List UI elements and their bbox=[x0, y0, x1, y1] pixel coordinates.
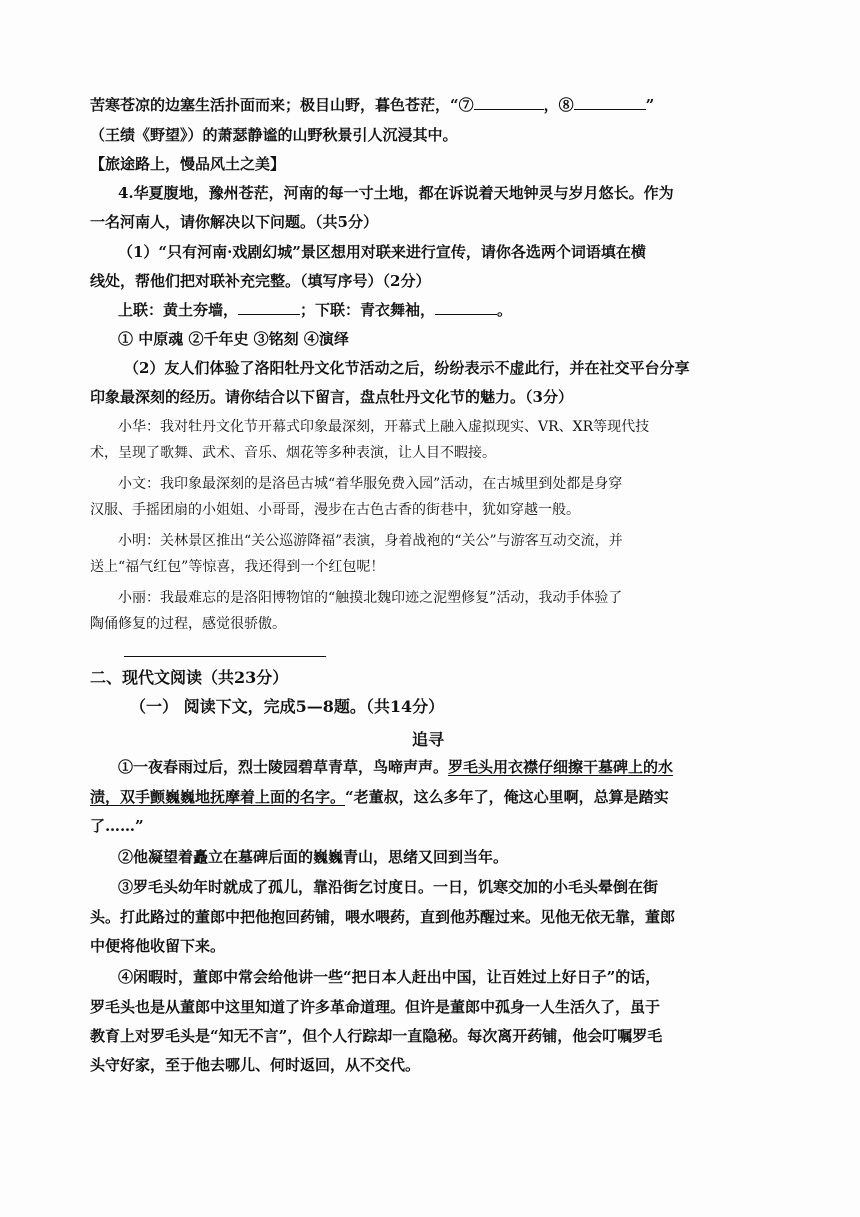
couplet-upper: 上联：黄土夯墙， bbox=[118, 301, 239, 319]
p4-line-4: 头守好家，至于他去哪儿、何时返回，从不交代。 bbox=[90, 1056, 421, 1074]
comment-xiaoli-2: 陶俑修复的过程，感觉很骄傲。 bbox=[90, 616, 286, 632]
p1-line-2-b: “老董叔，这么多年了，俺这心里啊，总算是踏实 bbox=[345, 788, 669, 806]
answer-blank-8[interactable] bbox=[574, 95, 646, 110]
poem-line-1 bbox=[90, 94, 654, 116]
p4-line-3: 教育上对罗毛头是“知无不言”，但个人行踪却一直隐秘。每次离开药铺，他会叮嘱罗毛 bbox=[90, 1027, 663, 1045]
word-options: ① 中原魂 ②千年史 ③铭刻 ④演绎 bbox=[118, 330, 349, 348]
q1-line-1: （1）“只有河南·戏剧幻城”景区想用对联来进行宣传，请你各选两个词语填在横 bbox=[118, 243, 646, 261]
answer-line[interactable] bbox=[124, 656, 326, 657]
article-title: 追寻 bbox=[412, 730, 445, 749]
p1-line-2 bbox=[90, 786, 669, 808]
p4-line-2: 罗毛头也是从董郎中这里知道了许多革命道理。但许是董郎中孤身一人生活久了，虽于 bbox=[90, 998, 661, 1016]
q2-line-1: （2）友人们体验了洛阳牡丹文化节活动之后，纷纷表示不虚此行，并在社交平台分享 bbox=[124, 359, 690, 377]
poem-line-1-end: ” bbox=[645, 96, 655, 114]
sub-heading-reading: （一） 阅读下文，完成5—8题。（共14分） bbox=[130, 697, 445, 716]
p4-line-1: ④闲暇时，董郎中常会给他讲一些“把日本人赶出中国，让百姓过上好日子”的话， bbox=[118, 968, 661, 986]
couplet-line bbox=[118, 299, 512, 321]
answer-blank-7[interactable] bbox=[474, 95, 544, 110]
q4-line-1: 4.华夏腹地，豫州苍茫，河南的每一寸土地，都在诉说着天地钟灵与岁月悠长。作为 bbox=[118, 184, 674, 202]
poem-line-2: （王绩《野望》）的萧瑟静谧的山野秋景引人沉浸其中。 bbox=[90, 126, 458, 144]
couplet-lower: ；下联：青衣舞袖， bbox=[300, 301, 436, 319]
q1-line-2: 线处，帮他们把对联补充完整。（填写序号）（2分） bbox=[90, 272, 431, 290]
p2-line-1: ②他凝望着矗立在墓碑后面的巍巍青山，思绪又回到当年。 bbox=[118, 848, 509, 866]
p3-line-3: 中便将他收留下来。 bbox=[90, 937, 226, 955]
comment-xiaowen-1: 小文：我印象最深刻的是洛邑古城“着华服免费入园”活动，在古城里到处都是身穿 bbox=[118, 476, 623, 492]
p1-line-1-a: ①一夜春雨过后，烈士陵园碧草青草，鸟啼声声。 bbox=[118, 758, 449, 776]
p1-line-1 bbox=[118, 756, 673, 778]
comment-xiaoming-1: 小明：关林景区推出“关公巡游降福”表演，身着战袍的“关公”与游客互动交流，并 bbox=[118, 533, 623, 549]
couplet-end: 。 bbox=[497, 301, 513, 319]
poem-line-1-mid: ，⑧ bbox=[543, 96, 574, 114]
poem-line-1-text: 苦寒苍凉的边塞生活扑面而来；极目山野，暮色苍茫，“⑦ bbox=[90, 96, 474, 114]
comment-xiaoming-2: 送上“福气红包”等惊喜，我还得到一个红包呢！ bbox=[90, 559, 385, 575]
section-heading-travel: 【旅途路上，慢品风土之美】 bbox=[90, 155, 286, 173]
q4-line-2: 一名河南人，请你解决以下问题。（共5分） bbox=[90, 213, 378, 231]
p3-line-1: ③罗毛头幼年时就成了孤儿，靠沿街乞讨度日。一日，饥寒交加的小毛头晕倒在街 bbox=[118, 878, 659, 896]
comment-xiaohua-1: 小华：我对牡丹文化节开幕式印象最深刻，开幕式上融入虚拟现实、VR、XR等现代技 bbox=[118, 419, 650, 435]
comment-xiaowen-2: 汉服、手摇团扇的小姐姐、小哥哥，漫步在古色古香的街巷中，犹如穿越一般。 bbox=[90, 502, 580, 518]
p1-line-3: 了……” bbox=[90, 817, 144, 835]
p3-line-2: 头。打此路过的董郎中把他抱回药铺，喂水喂药，直到他苏醒过来。见他无依无靠，董郎 bbox=[90, 908, 676, 926]
comment-xiaohua-2: 术，呈现了歌舞、武术、音乐、烟花等多种表演，让人目不暇接。 bbox=[90, 445, 496, 461]
part-heading-reading: 二、现代文阅读（共23分） bbox=[90, 668, 289, 687]
couplet-lower-blank[interactable] bbox=[435, 300, 497, 315]
q2-line-2: 印象最深刻的经历。请你结合以下留言，盘点牡丹文化节的魅力。（3分） bbox=[90, 388, 573, 406]
p1-line-1-underlined: 罗毛头用衣襟仔细擦干墓碑上的水 bbox=[448, 758, 674, 776]
couplet-upper-blank[interactable] bbox=[238, 300, 300, 315]
p1-line-2-underlined: 渍，双手颤巍巍地抚摩着上面的名字。 bbox=[90, 788, 346, 806]
comment-xiaoli-1: 小丽：我最难忘的是洛阳博物馆的“触摸北魏印迹之泥塑修复”活动，我动手体验了 bbox=[118, 590, 623, 606]
